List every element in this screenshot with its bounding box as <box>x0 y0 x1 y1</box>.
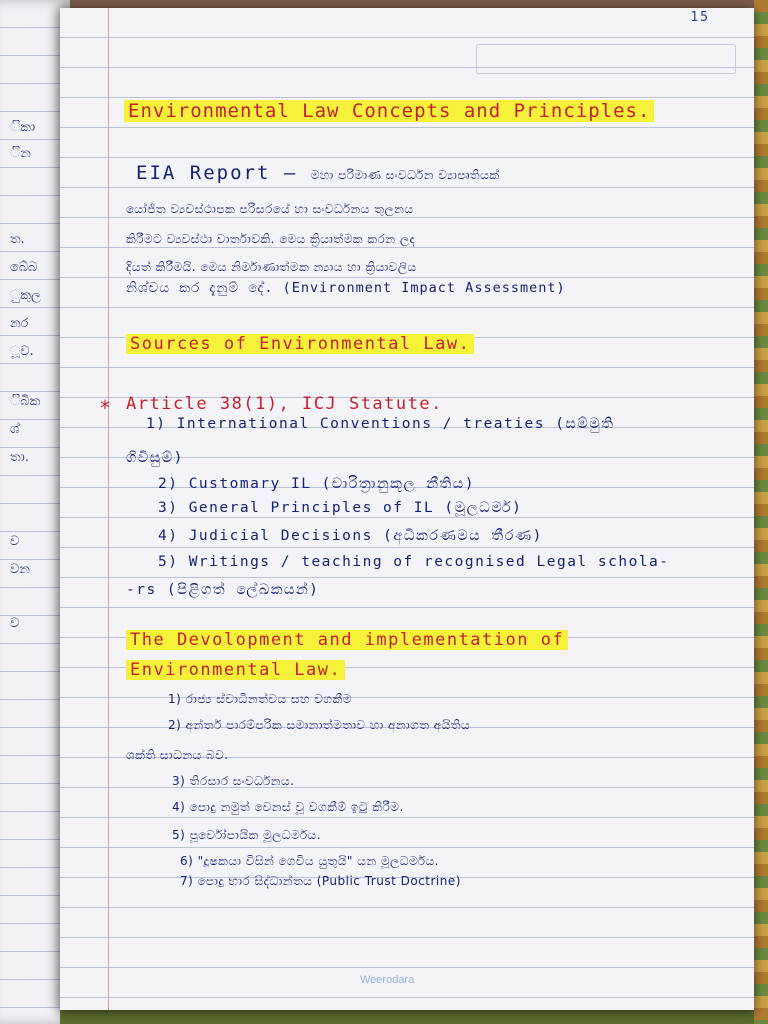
development-item-4: 4) පොදු නමුත් වෙනස් වූ වගකීම් ඉටු කිරීම. <box>172 800 404 814</box>
page-number: 15 <box>690 10 710 25</box>
notebook-page <box>60 8 754 1010</box>
development-item-2: 2) අන්තර් පාරම්පරික සමානාත්මතාව හා අනාගත අයිතිය <box>168 718 471 732</box>
left-page-fragment: ූව. <box>10 344 34 359</box>
left-page-fragment: ත. <box>10 232 25 247</box>
development-item-7: 7) පොදු භාර සිද්ධාන්තය (Public Trust Doctrine) <box>180 874 461 888</box>
eia-line-5: නිශ්චය කර දැනුම් දේ. (Environment Impact Assessment) <box>126 280 566 296</box>
development-item-6: 6) "දූෂකයා විසින් ගෙවිය යුතුයි" යන මූලධර්මය. <box>180 854 439 868</box>
eia-line-3: කිරීමට ව්‍යවස්ථා වාර්තාවකි. මෙය ක්‍රියාත්මක කරන ලද <box>126 232 416 246</box>
article-reference: Article 38(1), ICJ Statute. <box>126 394 443 414</box>
eia-line-2: යෝජිත ව්‍යවස්ථාපක පරිසරයේ හා සංවර්ධනය තුලනය <box>126 202 414 216</box>
star-bullet: * <box>100 396 110 420</box>
left-page-fragment: ිබික <box>10 394 41 409</box>
source-item-2: 2) Customary IL (චාරිත්‍රානුකූල නීතිය) <box>158 476 475 492</box>
left-page-fragment: නර <box>10 316 29 331</box>
section-heading-development-1: The Devolopment and implementation of <box>126 630 568 650</box>
background-fabric-bottom <box>60 1010 754 1024</box>
background-fabric <box>754 0 768 1024</box>
left-page-fragment: ින <box>10 146 31 161</box>
source-item-5: 5) Writings / teaching of recognised Legal schola- <box>158 554 670 570</box>
eia-line-4: දියත් කිරීමයි. මෙය නිර්මාණාත්මක න්‍යාය හා ක්‍රියාවලිය <box>126 260 417 274</box>
left-page-fragment: ුකුල <box>10 288 41 303</box>
development-item-5: 5) පූර්වෝපායික මූලධර්මය. <box>172 828 322 842</box>
eia-label: EIA Report – <box>136 162 298 184</box>
development-item-1: 1) රාජ්‍ය ස්වාධීනත්වය සහ වගකීම <box>168 692 352 706</box>
eia-line-1 <box>136 162 500 184</box>
section-heading-sources: Sources of Environmental Law. <box>126 334 474 354</box>
left-page-fragment: තා. <box>10 450 29 465</box>
source-item-1: 1) International Conventions / treaties (සම්මුති <box>146 416 615 432</box>
left-page-fragment: ව <box>10 534 20 549</box>
left-page-fragment: ව <box>10 616 20 631</box>
section-heading-development-2: Environmental Law. <box>126 660 345 680</box>
left-page-fragment: බේබ <box>10 260 38 275</box>
development-item-3: 3) තිරසාර සංවර්ධනය. <box>172 774 295 788</box>
watermark: Weerodara <box>360 974 415 986</box>
page-title: Environmental Law Concepts and Principles. <box>124 100 654 122</box>
source-item-4: 4) Judicial Decisions (අධිකරණමය තීරණ) <box>158 528 543 544</box>
source-item-3: 3) General Principles of IL (මූලධර්ම) <box>158 500 523 516</box>
date-box <box>476 44 736 74</box>
left-page-fragment: ශ් <box>10 422 20 437</box>
source-item-5-cont: -rs (පිළිගත් ලේඛකයන්) <box>126 582 320 598</box>
source-item-1-cont: ගිවිසුම්) <box>126 450 184 466</box>
left-page-fragment: වන <box>10 562 30 577</box>
left-page-fragment: ිකා <box>10 120 36 135</box>
eia-text: මහා පරිමාණ සංවර්ධන ව්‍යාපෘතියක් <box>310 168 500 182</box>
development-item-2-cont: ශක්ති සාධනය බව. <box>126 748 229 762</box>
